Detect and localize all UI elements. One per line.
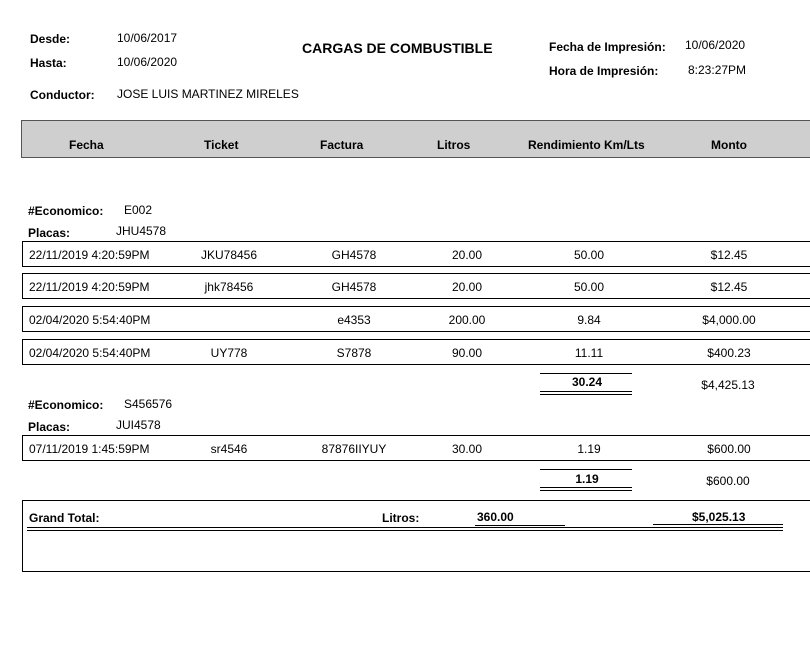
cell-factura: e4353 (337, 313, 371, 327)
cell-monto: $400.23 (707, 346, 751, 360)
placas-value: JHU4578 (116, 224, 167, 238)
subtotal-rendimiento: 30.24 (571, 375, 603, 389)
economico-label: #Economico: (28, 398, 104, 412)
desde-value: 10/06/2017 (117, 31, 178, 45)
placas-label: Placas: (28, 226, 71, 240)
grand-total-rule-2 (27, 530, 783, 531)
economico-value: E002 (124, 203, 153, 217)
cell-ticket: JKU78456 (200, 248, 258, 262)
grand-total-rule-1 (27, 527, 783, 528)
cell-rendimiento: 1.19 (577, 442, 601, 456)
table-row (22, 306, 810, 332)
cell-monto: $4,000.00 (702, 313, 756, 327)
grand-total-box (22, 500, 810, 572)
hora-impresion-label: Hora de Impresión: (549, 64, 659, 78)
cell-fecha: 02/04/2020 5:54:40PM (29, 346, 151, 360)
col-fecha: Fecha (69, 138, 104, 152)
cell-fecha: 22/11/2019 4:20:59PM (29, 280, 150, 294)
economico-label: #Economico: (28, 204, 104, 218)
subtotal-rule-double-2 (540, 394, 632, 395)
conductor-label: Conductor: (30, 88, 95, 102)
cell-litros: 20.00 (451, 248, 483, 262)
cell-factura: GH4578 (331, 248, 377, 262)
cell-fecha: 07/11/2019 1:45:59PM (29, 442, 150, 456)
subtotal-rendimiento: 1.19 (575, 472, 599, 486)
subtotal-monto: $600.00 (706, 474, 750, 488)
cell-litros: 200.00 (448, 313, 486, 327)
col-monto: Monto (711, 138, 747, 152)
report-title: CARGAS DE COMBUSTIBLE (302, 40, 493, 56)
col-rendimiento: Rendimiento Km/Lts (528, 138, 645, 152)
cell-ticket: UY778 (210, 346, 248, 360)
hasta-label: Hasta: (30, 56, 67, 70)
cell-ticket: sr4546 (210, 442, 248, 456)
hora-impresion-value: 8:23:27PM (688, 63, 747, 77)
cell-litros: 90.00 (451, 346, 483, 360)
subtotal-monto: $4,425.13 (701, 378, 755, 392)
hasta-value: 10/06/2020 (117, 55, 178, 69)
cell-factura: S7878 (336, 346, 372, 360)
cell-rendimiento: 9.84 (577, 313, 601, 327)
desde-label: Desde: (30, 32, 71, 46)
subtotal-rule-double-1 (540, 391, 632, 392)
fecha-impresion-label: Fecha de Impresión: (549, 40, 666, 54)
cell-monto: $12.45 (710, 248, 748, 262)
table-row (22, 273, 810, 299)
table-row (22, 339, 810, 365)
grand-total-label: Grand Total: (29, 511, 100, 525)
subtotal-rule-top (540, 373, 632, 374)
cell-fecha: 02/04/2020 5:54:40PM (29, 313, 151, 327)
subtotal-rule-double-2 (540, 490, 632, 491)
table-header (21, 120, 810, 158)
cell-monto: $600.00 (707, 442, 751, 456)
cell-rendimiento: 50.00 (573, 248, 605, 262)
cell-ticket: jhk78456 (204, 280, 254, 294)
grand-total-litros-value: 360.00 (477, 510, 514, 524)
table-row (22, 241, 810, 267)
economico-value: S456576 (124, 397, 173, 411)
subtotal-rule-double-1 (540, 487, 632, 488)
cell-fecha: 22/11/2019 4:20:59PM (29, 248, 150, 262)
grand-total-monto: $5,025.13 (692, 510, 746, 524)
cell-factura: 87876IIYUY (321, 442, 387, 456)
col-litros: Litros (437, 138, 471, 152)
col-factura: Factura (320, 138, 364, 152)
fecha-impresion-value: 10/06/2020 (685, 38, 746, 52)
cell-rendimiento: 11.11 (574, 346, 604, 360)
cell-litros: 20.00 (451, 280, 483, 294)
cell-factura: GH4578 (331, 280, 377, 294)
grand-total-monto-underline (653, 524, 783, 525)
conductor-value: JOSE LUIS MARTINEZ MIRELES (117, 87, 299, 101)
grand-total-litros-underline (475, 525, 565, 526)
placas-label: Placas: (28, 420, 71, 434)
cell-litros: 30.00 (451, 442, 483, 456)
subtotal-rule-top (540, 469, 632, 470)
table-row (22, 435, 810, 461)
placas-value: JUI4578 (116, 418, 161, 432)
grand-total-litros-label: Litros: (382, 511, 420, 525)
col-ticket: Ticket (204, 138, 239, 152)
cell-rendimiento: 50.00 (573, 280, 605, 294)
cell-monto: $12.45 (710, 280, 748, 294)
